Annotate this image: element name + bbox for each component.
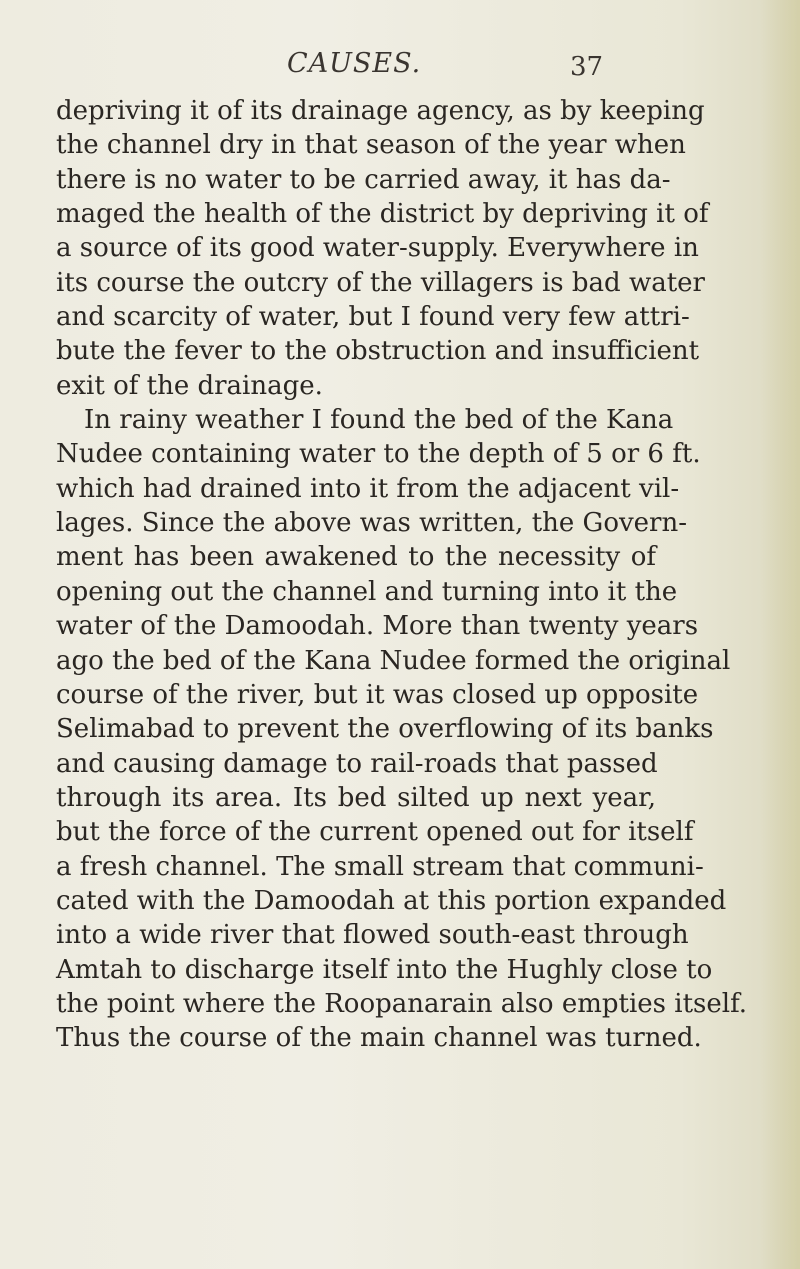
text-line: there is no water to be carried away, it has da- [56, 164, 671, 195]
text-line: into a wide river that flowed south-east through [56, 920, 689, 951]
text-line: Amtah to discharge itself into the Hughly close to [56, 954, 713, 985]
running-head [0, 48, 800, 88]
running-title: CAUSES. [287, 48, 422, 79]
text-line: bute the fever to the obstruction and insufficient [56, 336, 700, 367]
text-line: water of the Damoodah. More than twenty years [56, 611, 699, 642]
text-line: the point where the Roopanarain also empties itself. [56, 988, 748, 1019]
text-line: which had drained into it from the adjacent vil- [56, 473, 680, 504]
text-line: lages. Since the above was written, the Govern- [56, 508, 688, 539]
page-edge-shadow [760, 0, 800, 1269]
text-line: course of the river, but it was closed up opposite [56, 679, 699, 710]
text-line: a fresh channel. The small stream that communi- [56, 851, 704, 882]
text-line: Thus the course of the main channel was turned. [56, 1023, 702, 1054]
text-line: through its area. Its bed silted up next year, [56, 782, 656, 813]
text-line: ment has been awakened to the necessity of [56, 542, 656, 573]
page-number: 37 [570, 52, 604, 82]
text-line: ago the bed of the Kana Nudee formed the original [56, 645, 731, 676]
text-line: depriving it of its drainage agency, as by keeping [56, 96, 705, 126]
text-line: Selimabad to prevent the overflowing of its banks [56, 714, 714, 745]
text-line: the channel dry in that season of the year when [56, 130, 686, 161]
text-line: a source of its good water-supply. Everywhere in [56, 233, 699, 264]
body-text [56, 94, 748, 1056]
text-line: cated with the Damoodah at this portion expanded [56, 885, 727, 916]
text-line: In rainy weather I found the bed of the Kana [84, 405, 674, 436]
text-line: but the force of the current opened out for itself [56, 817, 694, 848]
text-line: maged the health of the district by depriving it of [56, 199, 709, 230]
text-line: exit of the drainage. [56, 370, 323, 401]
text-line: its course the outcry of the villagers is bad water [56, 267, 705, 298]
text-line: opening out the channel and turning into it the [56, 576, 678, 607]
text-line: and scarcity of water, but I found very few attri- [56, 302, 690, 333]
text-line: and causing damage to rail-roads that passed [56, 748, 658, 779]
text-line: Nudee containing water to the depth of 5 or 6 ft. [56, 439, 701, 470]
